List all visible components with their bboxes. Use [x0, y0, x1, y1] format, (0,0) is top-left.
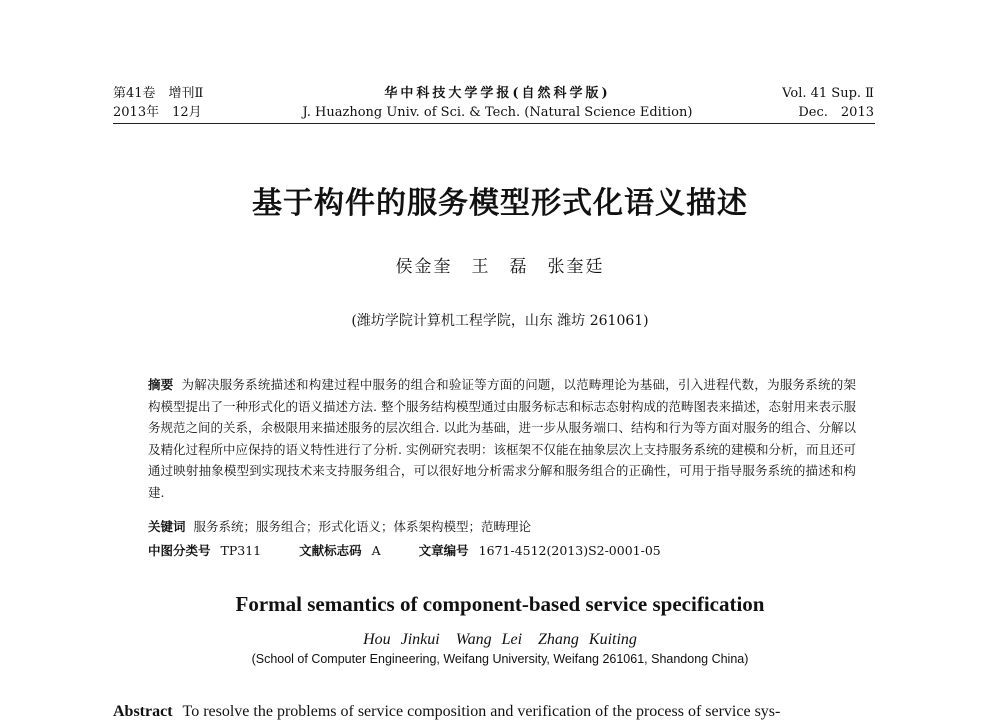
clc-label: 中图分类号: [148, 543, 211, 558]
article-no-label: 文章编号: [418, 543, 469, 558]
keywords-label-cn: 关键词: [148, 519, 186, 534]
keywords-cn: [148, 517, 856, 537]
abstract-en: [113, 702, 883, 722]
authors-cn: 侯金奎 王 磊 张奎廷: [395, 257, 605, 277]
affiliation-en: (School of Computer Engineering, Weifang University, Weifang 261061, Shandong China): [251, 652, 749, 666]
date-line-en: Dec. 2013: [798, 105, 874, 120]
volume-line: 第41卷 增刊Ⅱ: [113, 86, 204, 101]
journal-name-cn: 华中科技大学学报(自然科学版): [384, 86, 611, 101]
volume-issue-en: [782, 84, 874, 122]
journal-header: [0, 84, 1000, 124]
paper-title-en: Formal semantics of component-based service specification: [235, 592, 765, 616]
journal-name-en: J. Huazhong Univ. of Sci. & Tech. (Natural Science Edition): [302, 105, 693, 120]
keywords-text-cn: 服务系统；服务组合；形式化语义；体系架构模型；范畴理论: [193, 519, 532, 534]
abstract-label-en: Abstract: [113, 703, 173, 720]
doc-code-label: 文献标志码: [299, 543, 362, 558]
paper-title-cn: 基于构件的服务模型形式化语义描述: [252, 186, 748, 221]
date-line-cn: 2013年 12月: [113, 105, 202, 120]
abstract-text-cn: 为解决服务系统描述和构建过程中服务的组合和验证等方面的问题，以范畴理论为基础，引入进程代数，为服务系统的架构模型提出了一种形式化的语义描述方法. 整个服务结构模型通过由服务标志和标志态射构成的范畴图表来描述，态射用来表示服务规范之间的关系，余极限用来描述服务的层次组合. 以此为基础，进一步从服务端口、结构和行为等方面对服务的组合、分解以及精化过程所中应保持的语义特性进行了分析. 实例研究表明：该框架不仅能在抽象层次上支持服务系统的建模和分析，而且还可通过映射抽象模型到实现技术来支持服务组合，可以很好地分析需求分解和服务组合的正确性，可用于指导服务系统的描述和构建.: [148, 377, 856, 500]
doc-code-value: A: [371, 543, 381, 558]
affiliation-cn: (潍坊学院计算机工程学院，山东 潍坊 261061): [351, 313, 649, 329]
classification-line: [148, 541, 856, 561]
article-no-value: 1671-4512(2013)S2-0001-05: [478, 543, 661, 558]
clc-value: TP311: [220, 543, 262, 558]
volume-line-en: Vol. 41 Sup. Ⅱ: [782, 86, 874, 101]
abstract-label-cn: 摘要: [148, 377, 174, 392]
authors-en: Hou Jinkui Wang Lei Zhang Kuiting: [363, 631, 637, 648]
header-rule: [113, 123, 875, 124]
abstract-cn: [148, 374, 856, 503]
abstract-text-en: To resolve the problems of service composition and verification of the process of service sys-: [182, 703, 781, 720]
volume-issue: [113, 84, 203, 122]
journal-name: [290, 84, 705, 122]
